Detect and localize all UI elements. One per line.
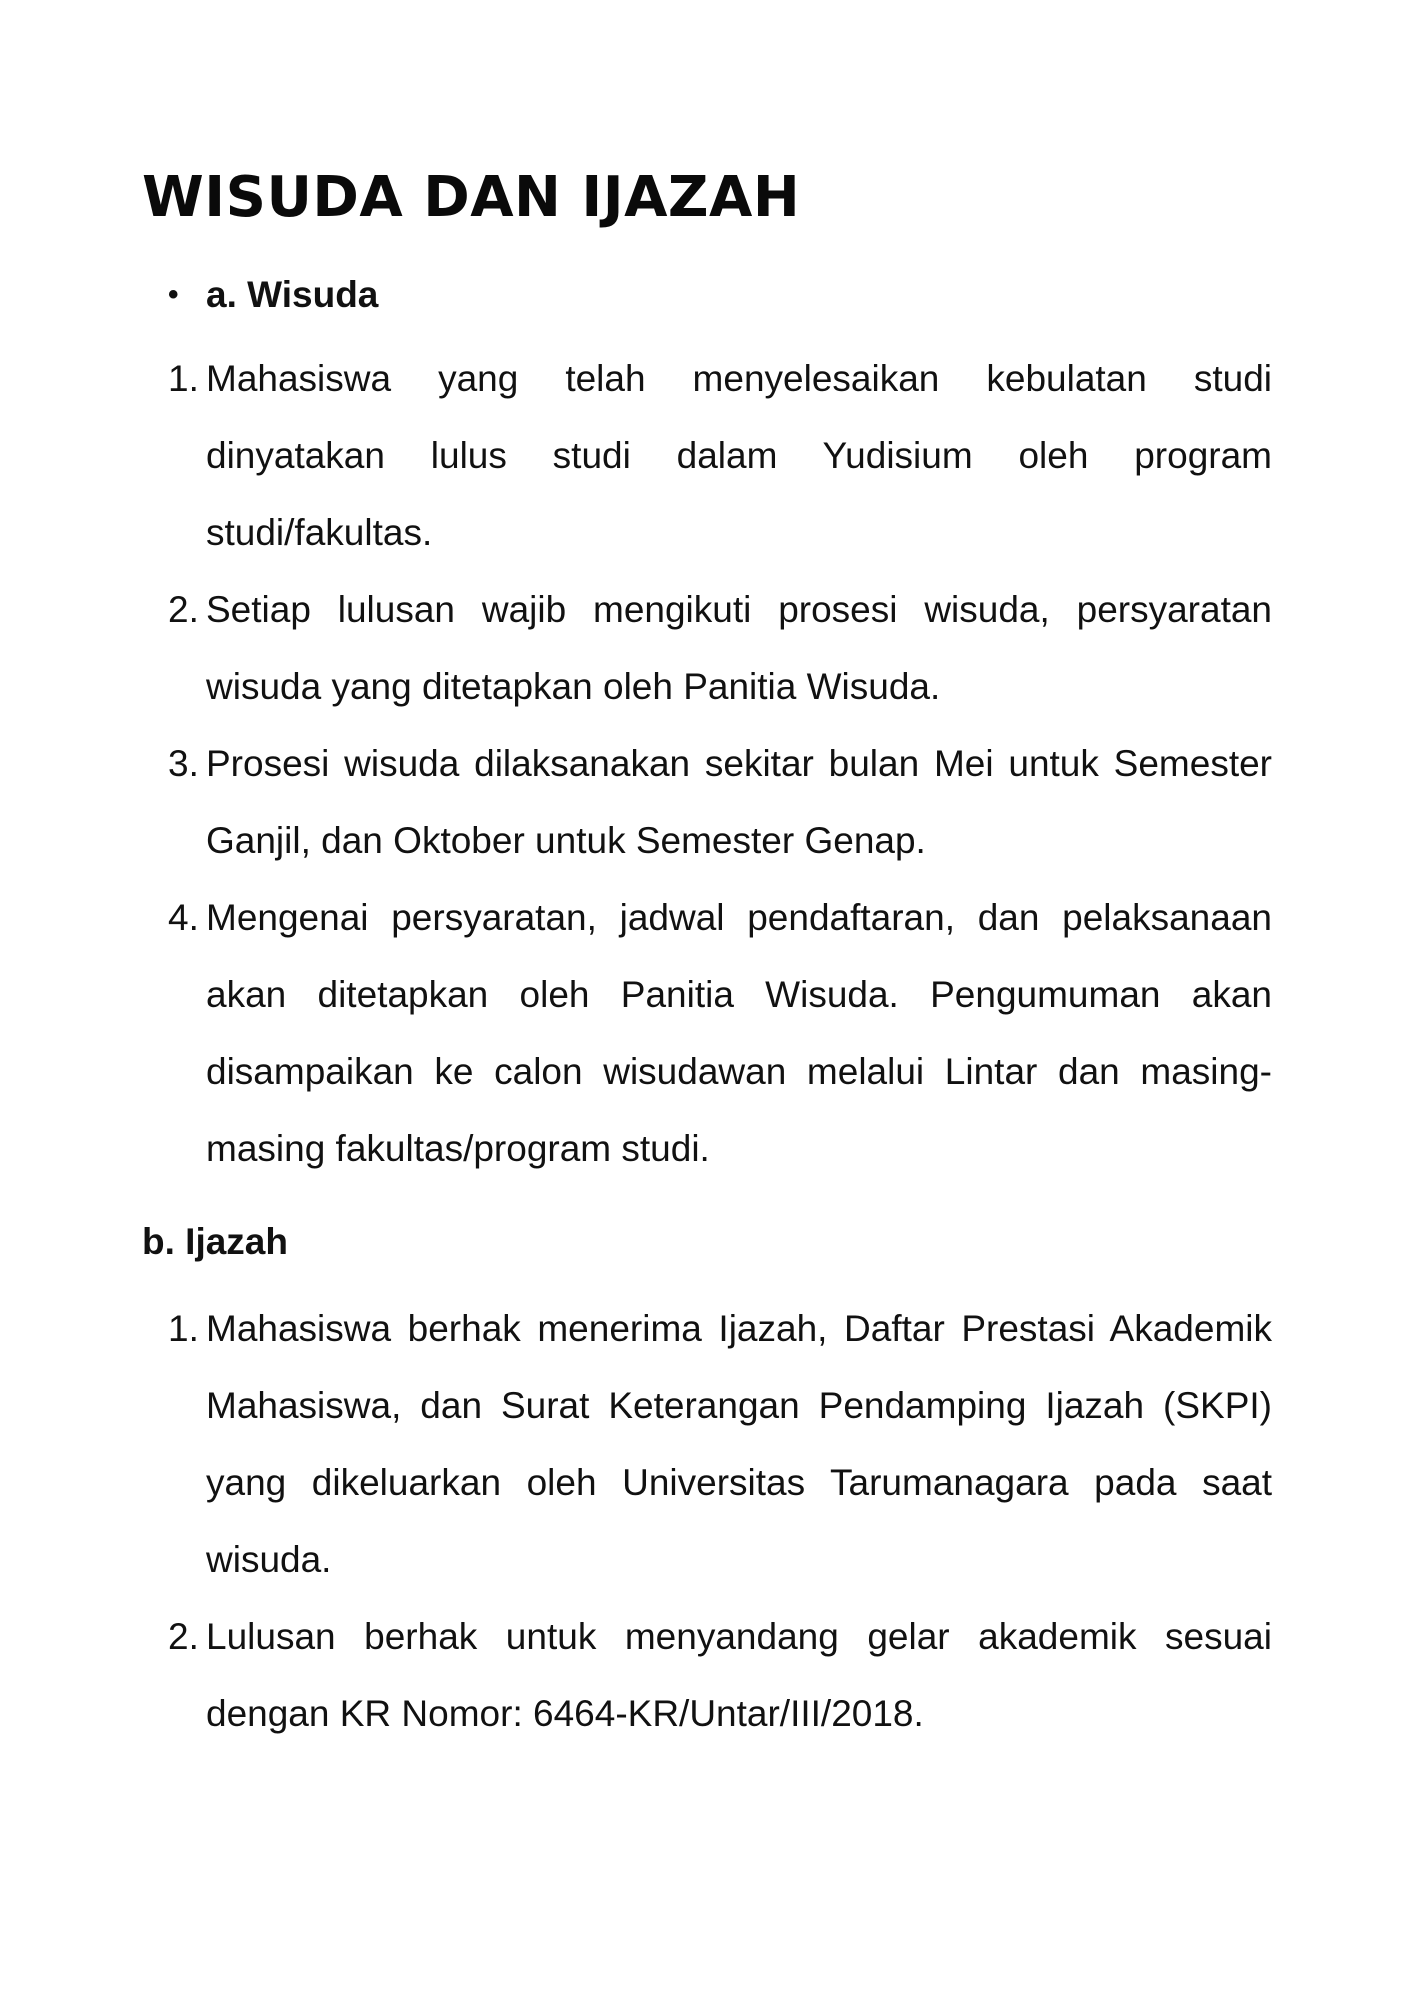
bullet-icon: • [168,278,179,311]
section-a-heading-text: a. Wisuda [206,274,379,315]
item-number: 4. [168,897,199,938]
item-text: Mahasiswa yang telah menyelesaikan kebulatan studi dinyatakan lulus studi dalam Yudisium oleh program studi/fakultas. [206,358,1272,553]
list-item [142,1598,1272,1752]
item-text: Mahasiswa berhak menerima Ijazah, Daftar Prestasi Akademik Mahasiswa, dan Surat Keterangan Pendamping Ijazah (SKPI) yang dikeluarkan oleh Universitas Tarumanagara pada saat wisuda. [206,1308,1272,1580]
item-number: 2. [168,1616,199,1657]
page-title: WISUDA DAN IJAZAH [142,165,801,230]
item-text: Mengenai persyaratan, jadwal pendaftaran, dan pelaksanaan akan ditetapkan oleh Panitia Wisuda. Pengumuman akan disampaikan ke calon wisudawan melalui Lintar dan masing-masing fakultas/program studi. [206,897,1272,1169]
item-number: 3. [168,743,199,784]
list-item [142,340,1272,571]
item-number: 1. [168,358,199,399]
item-number: 1. [168,1308,199,1349]
item-text: Lulusan berhak untuk menyandang gelar akademik sesuai dengan KR Nomor: 6464-KR/Untar/III/2018. [206,1616,1272,1734]
section-b-heading: b. Ijazah [142,1221,288,1262]
list-item [142,879,1272,1187]
wisuda-list [142,340,1272,1187]
item-text: Prosesi wisuda dilaksanakan sekitar bulan Mei untuk Semester Ganjil, dan Oktober untuk Semester Genap. [206,743,1272,861]
item-number: 2. [168,589,199,630]
ijazah-list [142,1290,1272,1752]
list-item [142,1290,1272,1598]
list-item [142,571,1272,725]
item-text: Setiap lulusan wajib mengikuti prosesi wisuda, persyaratan wisuda yang ditetapkan oleh Panitia Wisuda. [206,589,1272,707]
list-item [142,725,1272,879]
